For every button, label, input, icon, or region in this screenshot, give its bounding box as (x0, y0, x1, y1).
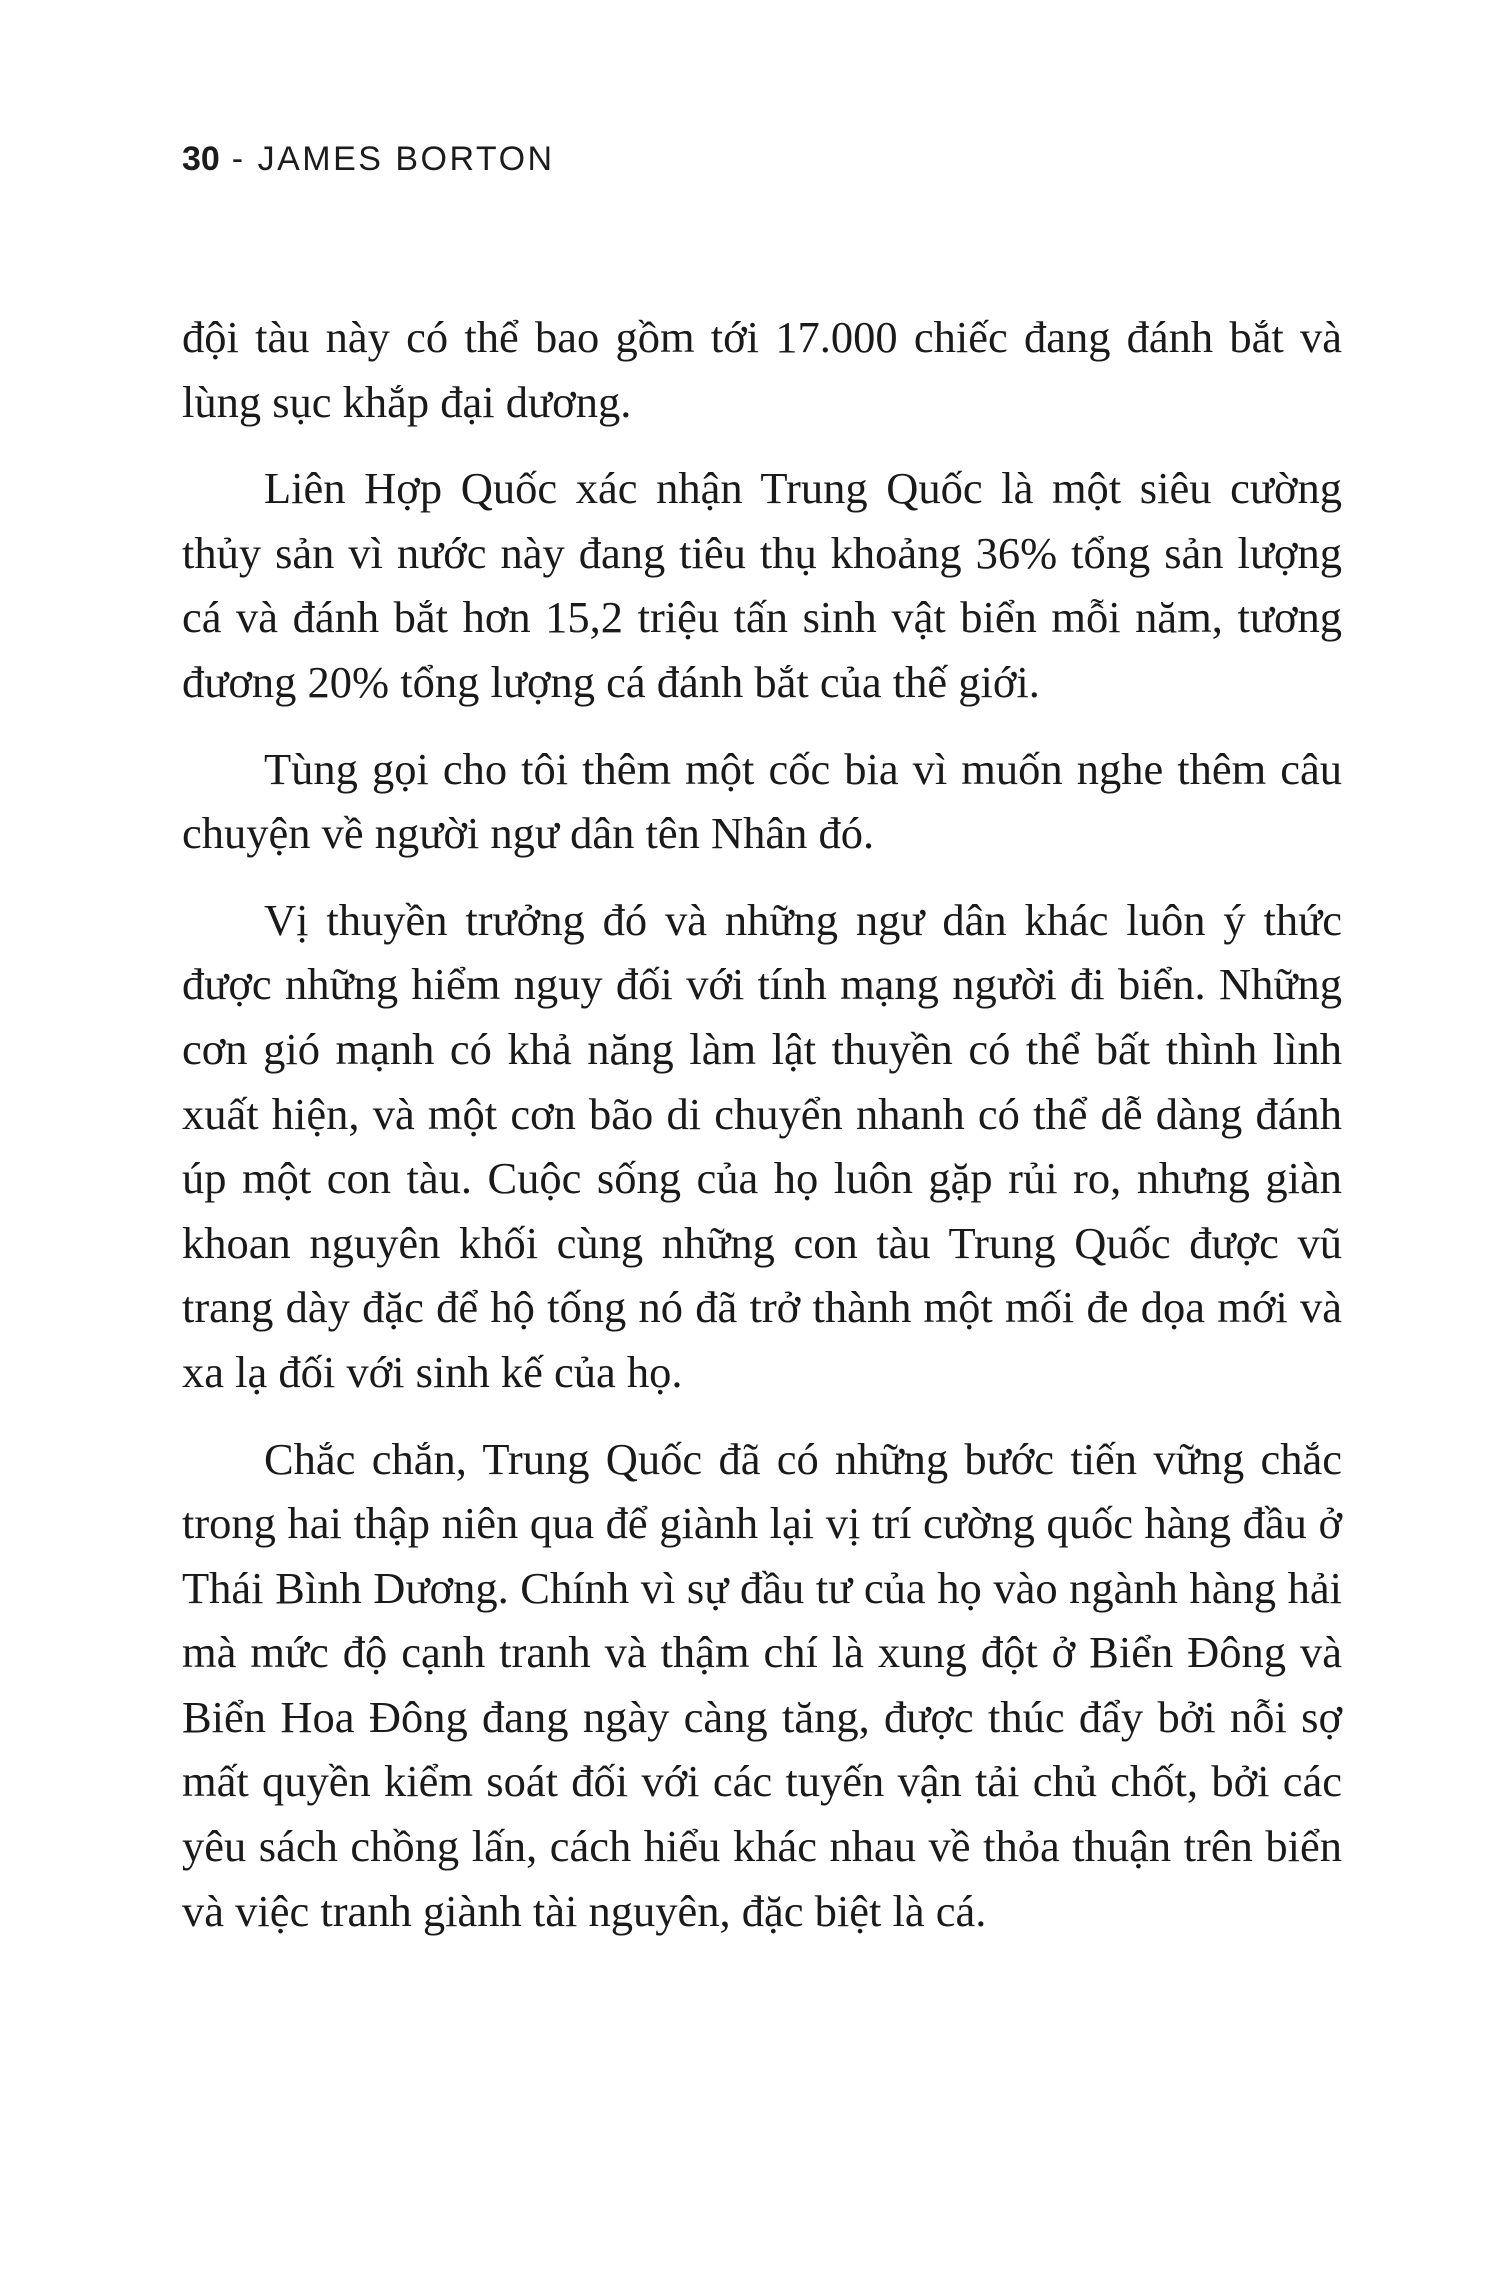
header-separator: - (231, 140, 246, 178)
paragraph: Chắc chắn, Trung Quốc đã có những bước tiến vững chắc trong hai thập niên qua để giành lại vị trí cường quốc hàng đầu ở Thái Bình Dương. Chính vì sự đầu tư của họ vào ngành hàng hải mà mức độ cạnh tranh và thậm chí là xung đột ở Biển Đông và Biển Hoa Đông đang ngày càng tăng, được thúc đẩy bởi nỗi sợ mất quyền kiểm soát đối với các tuyến vận tải chủ chốt, bởi các yêu sách chồng lấn, cách hiểu khác nhau về thỏa thuận trên biển và việc tranh giành tài nguyên, đặc biệt là cá. (182, 1433, 1342, 1936)
running-header (182, 140, 555, 179)
body-text (182, 305, 1342, 1965)
paragraph: Liên Hợp Quốc xác nhận Trung Quốc là một siêu cường thủy sản vì nước này đang tiêu thụ khoảng 36% tổng sản lượng cá và đánh bắt hơn 15,2 triệu tấn sinh vật biển mỗi năm, tương đương 20% tổng lượng cá đánh bắt của thế giới. (182, 463, 1342, 707)
paragraph: Vị thuyền trưởng đó và những ngư dân khác luôn ý thức được những hiểm nguy đối với tính mạng người đi biển. Những cơn gió mạnh có khả năng làm lật thuyền có thể bất thình lình xuất hiện, và một cơn bão di chuyển nhanh có thể dễ dàng đánh úp một con tàu. Cuộc sống của họ luôn gặp rủi ro, nhưng giàn khoan nguyên khối cùng những con tàu Trung Quốc được vũ trang dày đặc để hộ tống nó đã trở thành một mối đe dọa mới và xa lạ đối với sinh kế của họ. (182, 894, 1342, 1397)
page-number: 30 (182, 140, 220, 178)
paragraph: Tùng gọi cho tôi thêm một cốc bia vì muốn nghe thêm câu chuyện về người ngư dân tên Nhân đó. (182, 743, 1342, 859)
author-name: JAMES BORTON (257, 140, 555, 178)
paragraph-continued: đội tàu này có thể bao gồm tới 17.000 chiếc đang đánh bắt và lùng sục khắp đại dương. (182, 312, 1342, 427)
